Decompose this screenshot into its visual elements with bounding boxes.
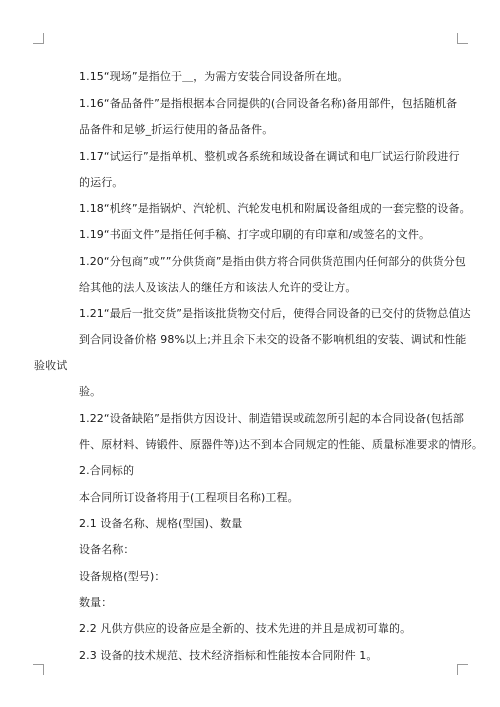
crop-mark-bottom-right — [457, 664, 468, 675]
clause-1-17-cont: 的运行。 — [79, 176, 124, 189]
equipment-name-label: 设备名称： — [79, 543, 135, 556]
clause-1-17: 1.17“试运行”是指单机、整机或各系统和域设备在调试和电厂试运行阶段进行 — [79, 150, 460, 163]
section-2-intro: 本合同所订设备将用于(工程项目名称)工程。 — [79, 491, 299, 504]
clause-1-21-cont-3: 验。 — [79, 385, 102, 398]
clause-1-21-cont: 到合同设备价格 98%以上;并且余下未交的设备不影响机组的安装、调试和性能 — [79, 333, 467, 346]
crop-mark-top-right — [457, 33, 468, 44]
clause-2-3: 2.3 设备的技术规范、技术经济指标和性能按本合同附件 1。 — [79, 649, 378, 662]
clause-1-21-cont-2: 验收试 — [34, 359, 68, 372]
clause-1-22: 1.22“设备缺陷”是指供方因设计、制造错误或疏忽所引起的本合同设备(包括部 — [79, 412, 464, 425]
clause-1-16-cont: 品备件和足够_折运行使用的备品备件。 — [79, 123, 274, 136]
clause-1-16: 1.16“备品备件”是指根据本合同提供的(合同设备名称)备用部件，包括随机备 — [79, 97, 458, 110]
clause-1-21: 1.21“最后一批交货”是指该批货物交付后，使得合同设备的已交付的货物总值达 — [79, 307, 471, 320]
clause-1-15: 1.15“现场”是指位于＿，为需方安装合同设备所在地。 — [79, 70, 349, 83]
crop-mark-bottom-left — [33, 664, 44, 675]
clause-1-22-cont: 件、原材料、铸锻件、原器件等)达不到本合同规定的性能、质量标准要求的情形。 — [79, 438, 483, 451]
clause-1-20: 1.20“分包商”或””分供货商”是指由供方将合同供货范围内任何部分的供货分包 — [79, 255, 466, 268]
clause-1-19: 1.19“书面文件”是指任何手稿、打字或印刷的有印章和/或签名的文件。 — [79, 228, 431, 241]
clause-1-20-cont: 给其他的法人及该法人的继任方和该法人允许的受让方。 — [79, 281, 357, 294]
crop-mark-top-left — [33, 33, 44, 44]
quantity-label: 数量： — [79, 596, 113, 609]
clause-1-18: 1.18“机终”是指锅炉、汽轮机、汽轮发电机和附属设备组成的一套完整的设备。 — [79, 202, 471, 215]
clause-2-1: 2.1 设备名称、规格(型国)、数量 — [79, 517, 243, 530]
section-2-heading: 2.合同标的 — [79, 464, 135, 477]
clause-2-2: 2.2 凡供方供应的设备应是全新的、技术先进的并且是成初可靠的。 — [79, 622, 412, 635]
equipment-spec-label: 设备规格(型号)： — [79, 570, 166, 583]
